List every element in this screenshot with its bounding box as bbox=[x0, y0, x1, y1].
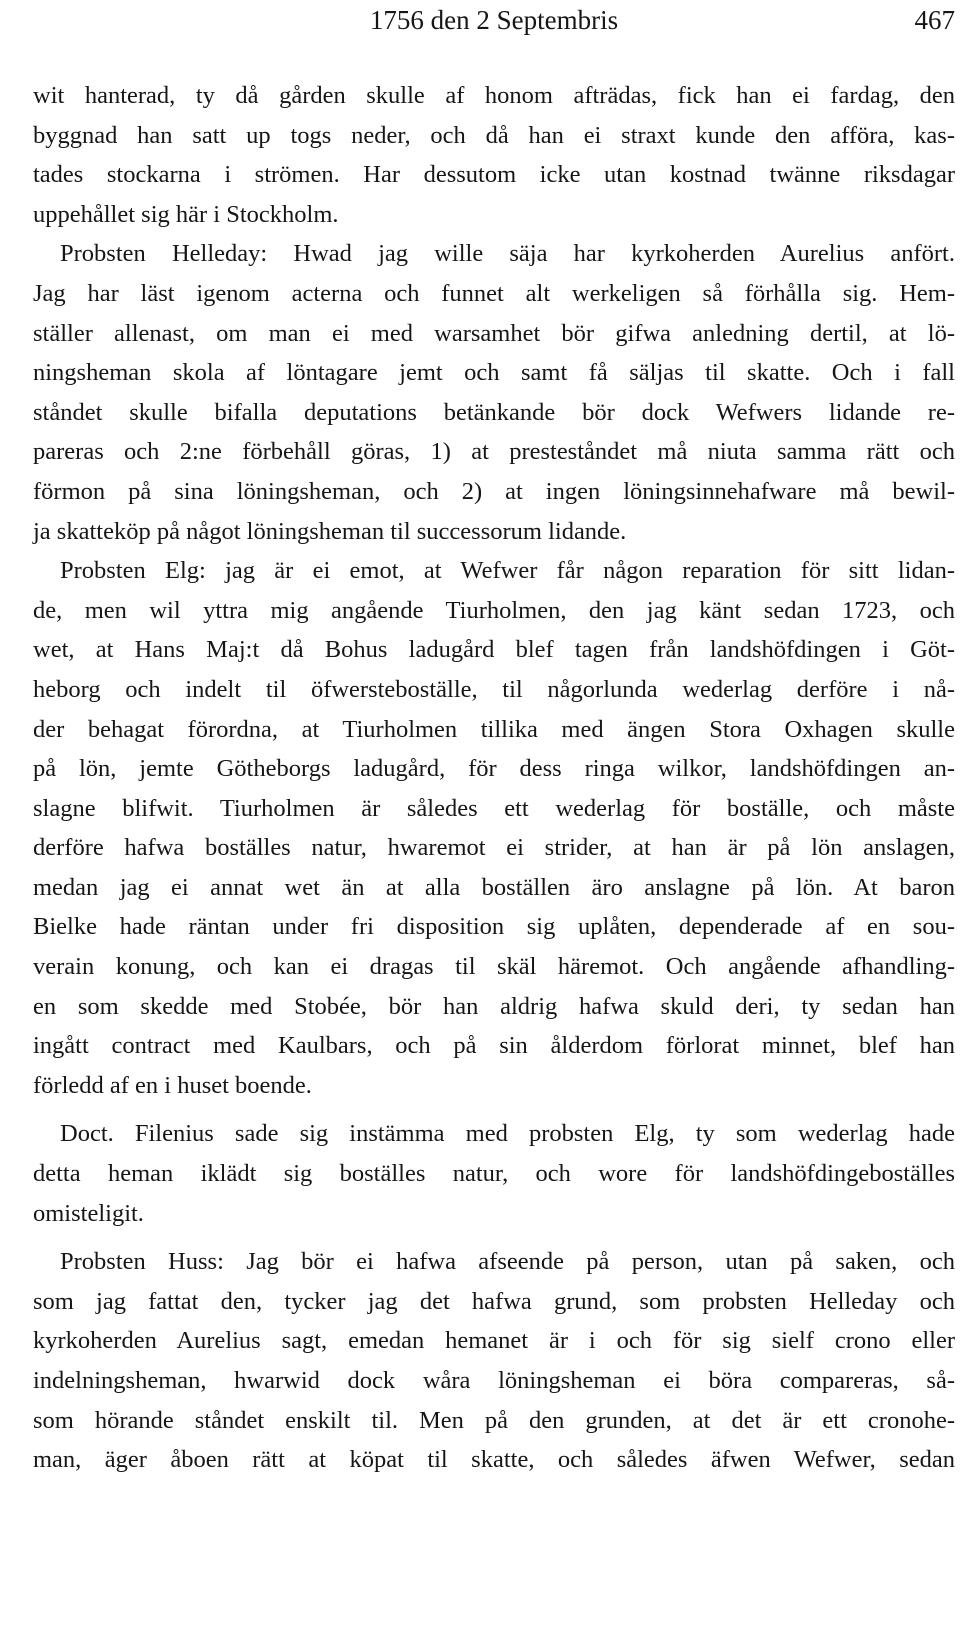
paragraph-huss bbox=[33, 1242, 955, 1480]
text-line: Probsten Helleday: Hwad jag wille säja har kyrkoherden Aurelius anfört. bbox=[60, 240, 955, 268]
paragraph-elg bbox=[33, 551, 955, 1105]
paragraph-spacing bbox=[33, 1105, 955, 1114]
text-line: ståndet skulle bifalla deputations betänkande bör dock Wefwers lidande re- bbox=[33, 398, 955, 426]
text-line: Probsten Huss: Jag bör ei hafwa afseende på person, utan på saken, och bbox=[60, 1248, 955, 1276]
text-line: förledd af en i huset boende. bbox=[33, 1071, 312, 1099]
text-line: Probsten Elg: jag är ei emot, at Wefwer får någon reparation för sitt lidan- bbox=[60, 557, 955, 585]
text-line: tades stockarna i strömen. Har dessutom icke utan kostnad twänne riksdagar bbox=[33, 161, 955, 189]
text-line: förmon på sina löningsheman, och 2) at ingen löningsinnehafware må bewil- bbox=[33, 477, 955, 505]
text-line: ja skatteköp på något löningsheman til successorum lidande. bbox=[33, 517, 627, 545]
paragraph-helleday bbox=[33, 234, 955, 551]
running-header bbox=[33, 0, 955, 40]
text-line: på lön, jemte Götheborgs ladugård, för dess ringa wilkor, landshöfdingen an- bbox=[33, 755, 955, 783]
text-line: verain konung, och kan ei dragas til skäl häremot. Och angående afhandling- bbox=[33, 953, 955, 981]
text-line: ningsheman skola af löntagare jemt och samt få säljas til skatte. Och i fall bbox=[33, 359, 955, 387]
text-line: Doct. Filenius sade sig instämma med probsten Elg, ty som wederlag hade bbox=[60, 1120, 955, 1148]
text-line: ställer allenast, om man ei med warsamhet bör gifwa anledning dertil, at lö- bbox=[33, 319, 955, 347]
text-line: derföre hafwa boställes natur, hwaremot ei strider, at han är på lön anslagen, bbox=[33, 834, 955, 862]
paragraph-filenius bbox=[33, 1114, 955, 1233]
text-line: detta heman iklädt sig boställes natur, och wore för landshöfdingeboställes bbox=[33, 1160, 955, 1188]
text-line: indelningsheman, hwarwid dock wåra löningsheman ei böra compareras, så- bbox=[33, 1367, 955, 1394]
text-line: medan jag ei annat wet än at alla boställen äro anslagne på lön. At baron bbox=[33, 873, 955, 901]
text-line: ingått contract med Kaulbars, och på sin ålderdom förlorat minnet, blef han bbox=[33, 1032, 955, 1060]
text-line: en som skedde med Stobée, bör han aldrig hafwa skuld deri, ty sedan han bbox=[33, 992, 955, 1020]
text-line: wet, at Hans Maj:t då Bohus ladugård blef tagen från landshöfdingen i Göt- bbox=[33, 636, 955, 664]
text-line: pareras och 2:ne förbehåll göras, 1) at presteståndet må niuta samma rätt och bbox=[33, 438, 955, 466]
text-line: Bielke hade räntan under fri disposition sig uplåten, dependerade af en sou- bbox=[33, 913, 955, 941]
page-number: 467 bbox=[914, 5, 955, 35]
text-line: kyrkoherden Aurelius sagt, emedan hemanet är i och för sig sielf crono eller bbox=[33, 1327, 955, 1355]
text-line: Jag har läst igenom acterna och funnet alt werkeligen så förhålla sig. Hem- bbox=[33, 279, 955, 307]
text-line: omisteligit. bbox=[33, 1199, 144, 1227]
text-line: wit hanterad, ty då gården skulle af honom afträdas, fick han ei fardag, den bbox=[33, 82, 955, 109]
text-line: som hörande ståndet enskilt til. Men på den grunden, at det är ett cronohe- bbox=[33, 1406, 955, 1434]
text-line: byggnad han satt up togs neder, och då han ei straxt kunde den afföra, kas- bbox=[33, 121, 955, 149]
text-line: man, äger åboen rätt at köpat til skatte, och således äfwen Wefwer, sedan bbox=[33, 1446, 955, 1474]
body-text bbox=[33, 76, 955, 1480]
text-line: de, men wil yttra mig angående Tiurholmen, den jag känt sedan 1723, och bbox=[33, 596, 955, 624]
paragraph bbox=[33, 76, 955, 234]
page-header-title: 1756 den 2 Septembris bbox=[369, 5, 619, 35]
paragraph-spacing bbox=[33, 1233, 955, 1242]
text-line: slagne blifwit. Tiurholmen är således ett wederlag för boställe, och måste bbox=[33, 794, 955, 822]
text-line: uppehållet sig här i Stockholm. bbox=[33, 200, 339, 228]
text-line: som jag fattat den, tycker jag det hafwa grund, som probsten Helleday och bbox=[33, 1287, 955, 1315]
text-line: heborg och indelt til öfwersteboställe, til någorlunda wederlag derföre i nå- bbox=[33, 675, 955, 703]
text-line: der behagat förordna, at Tiurholmen tillika med ängen Stora Oxhagen skulle bbox=[33, 715, 955, 743]
